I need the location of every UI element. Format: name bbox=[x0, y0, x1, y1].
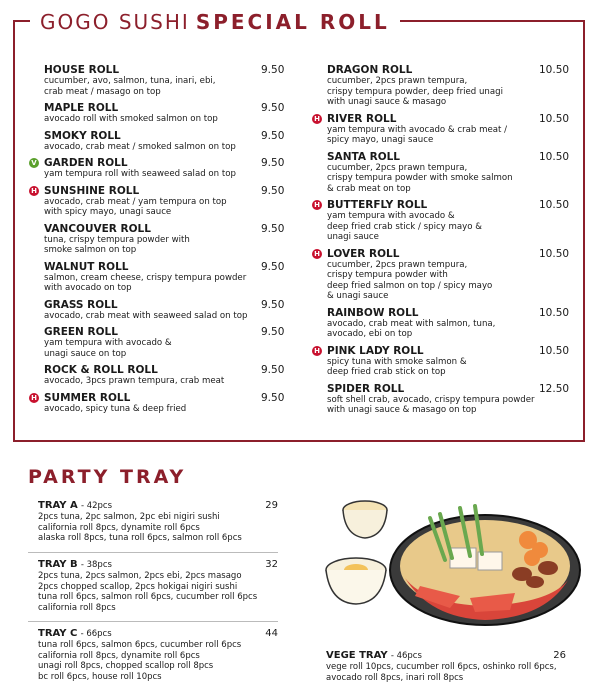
spicy-hot-icon: H bbox=[29, 393, 39, 403]
party-tray-title: PARTY TRAY bbox=[28, 466, 187, 488]
item-description: yam tempura with avocado & crab meat / spicy mayo, unagi sauce bbox=[327, 124, 507, 145]
tray-name: TRAY B bbox=[38, 559, 78, 570]
item-description: cucumber, 2pcs prawn tempura, crispy tempura powder with smoke salmon & crab meat on top bbox=[327, 162, 513, 194]
item-name: RIVER ROLL bbox=[327, 112, 397, 125]
item-description: cucumber, 2pcs prawn tempura, crispy tempura powder, deep fried unagi with unagi sauce & masago bbox=[327, 76, 503, 107]
item-price: 9.50 bbox=[261, 102, 285, 114]
item-price: 9.50 bbox=[261, 298, 285, 311]
tray-price: 26 bbox=[553, 650, 566, 661]
menu-item bbox=[31, 184, 285, 218]
vegetarian-icon: V bbox=[29, 158, 39, 168]
item-name: LOVER ROLL bbox=[327, 247, 400, 260]
item-price: 9.50 bbox=[261, 64, 285, 76]
item-price: 9.50 bbox=[261, 222, 285, 235]
tray-description: vege roll 10pcs, cucumber roll 6pcs, oshinko roll 6pcs, avocado roll 8pcs, inari roll 8pcs bbox=[326, 662, 557, 683]
item-name: MAPLE ROLL bbox=[44, 102, 119, 114]
item-description: soft shell crab, avocado, crispy tempura powder with unagi sauce & masago on top bbox=[327, 394, 535, 415]
item-description: avocado, spicy tuna & deep fried bbox=[44, 403, 187, 414]
menu-item bbox=[31, 391, 285, 415]
menu-item bbox=[44, 299, 284, 322]
item-price: 10.50 bbox=[539, 64, 570, 76]
item-name: HOUSE ROLL bbox=[44, 64, 120, 76]
hot-pot-icon bbox=[390, 506, 580, 625]
tray-price: 29 bbox=[265, 500, 278, 511]
item-description: salmon, cream cheese, crispy tempura powder with avocado on top bbox=[44, 272, 247, 293]
menu-item bbox=[44, 261, 284, 294]
brand-name: GOGO SUSHI bbox=[40, 10, 190, 34]
item-name: GREEN ROLL bbox=[44, 326, 118, 338]
spicy-hot-icon: H bbox=[312, 200, 322, 210]
item-price: 9.50 bbox=[261, 129, 285, 142]
section-title: SPECIAL ROLL bbox=[195, 10, 390, 34]
item-price: 9.50 bbox=[261, 260, 285, 273]
item-name: DRAGON ROLL bbox=[327, 64, 413, 76]
item-price: 9.50 bbox=[261, 184, 285, 197]
divider bbox=[28, 552, 278, 553]
item-description: cucumber, 2pcs prawn tempura, crispy tempura powder with deep fried salmon on top / spicy mayo & unagi sauce bbox=[327, 259, 493, 301]
item-price: 12.50 bbox=[539, 382, 570, 395]
left-menu-column bbox=[31, 64, 285, 419]
item-description: avocado, crab meat / smoked salmon on top bbox=[44, 141, 236, 152]
menu-item bbox=[327, 64, 570, 108]
menu-item bbox=[44, 223, 284, 256]
item-name: GARDEN ROLL bbox=[44, 157, 128, 169]
tray-price: 44 bbox=[265, 628, 278, 639]
item-description: avocado, crab meat with salmon, tuna, avocado, ebi on top bbox=[327, 318, 496, 339]
menu-item bbox=[327, 306, 570, 340]
item-description: avocado, crab meat / yam tempura on top with spicy mayo, unagi sauce bbox=[44, 196, 227, 217]
item-name: GRASS ROLL bbox=[44, 298, 118, 311]
item-description: avocado, crab meat with seaweed salad on top bbox=[44, 310, 248, 321]
right-menu-column bbox=[314, 64, 570, 421]
divider bbox=[28, 621, 278, 622]
tray-description: 2pcs tuna, 2pcs salmon, 2pcs ebi, 2pcs masago 2pcs chopped scallop, 2pcs hokigai nigiri sushi tuna roll 6pcs, salmon roll 6pcs, cucumber roll 6pcs california roll 8pcs bbox=[38, 571, 258, 613]
tray-name: TRAY C bbox=[38, 628, 78, 639]
item-price: 10.50 bbox=[539, 112, 570, 125]
tray-a bbox=[38, 500, 278, 544]
menu-item bbox=[327, 382, 570, 416]
spicy-hot-icon: H bbox=[312, 346, 322, 356]
item-price: 10.50 bbox=[539, 199, 570, 211]
spicy-hot-icon: H bbox=[312, 249, 322, 259]
menu-item bbox=[44, 364, 284, 387]
item-description: avocado roll with smoked salmon on top bbox=[44, 114, 218, 124]
item-name: VANCOUVER ROLL bbox=[44, 222, 151, 235]
tray-pieces: - 66pcs bbox=[80, 629, 112, 639]
menu-item bbox=[314, 112, 570, 146]
tray-pieces: - 38pcs bbox=[80, 560, 112, 570]
menu-item bbox=[31, 157, 285, 180]
tray-description: 2pcs tuna, 2pc salmon, 2pc ebi nigiri sushi california roll 8pcs, dynamite roll 6pcs alaska roll 8pcs, tuna roll 6pcs, salmon roll 6pcs bbox=[38, 512, 242, 543]
vege-tray bbox=[326, 650, 566, 683]
item-name: SUMMER ROLL bbox=[44, 391, 131, 404]
item-price: 9.50 bbox=[261, 157, 285, 169]
item-price: 10.50 bbox=[539, 247, 570, 260]
item-name: SPIDER ROLL bbox=[327, 382, 405, 395]
menu-item bbox=[314, 247, 570, 302]
item-price: 9.50 bbox=[261, 391, 285, 404]
item-name: SUNSHINE ROLL bbox=[44, 184, 140, 197]
item-price: 9.50 bbox=[261, 364, 285, 376]
item-name: SMOKY ROLL bbox=[44, 129, 121, 142]
item-name: RAINBOW ROLL bbox=[327, 306, 419, 319]
item-name: ROCK & ROLL ROLL bbox=[44, 364, 158, 376]
item-description: yam tempura roll with seaweed salad on top bbox=[44, 169, 236, 179]
sushi-tray-illustration bbox=[310, 478, 595, 648]
tray-b bbox=[38, 559, 278, 613]
item-price: 10.50 bbox=[539, 150, 570, 163]
menu-item bbox=[44, 130, 284, 153]
item-price: 10.50 bbox=[539, 306, 570, 319]
spicy-hot-icon: H bbox=[29, 186, 39, 196]
tray-c bbox=[38, 628, 278, 682]
item-description: cucumber, avo, salmon, tuna, inari, ebi, crab meat / masago on top bbox=[44, 76, 216, 97]
item-description: spicy tuna with smoke salmon & deep fried crab stick on top bbox=[327, 356, 467, 377]
tray-description: tuna roll 6pcs, salmon 6pcs, cucumber roll 6pcs california roll 8pcs, dynamite roll 6pcs unagi roll 8pcs, chopped scallop roll 8pcs bc roll 6pcs, house roll 10pcs bbox=[38, 640, 242, 682]
menu-item bbox=[44, 102, 284, 125]
menu-item bbox=[314, 344, 570, 378]
item-name: BUTTERFLY ROLL bbox=[327, 199, 428, 211]
menu-item bbox=[314, 199, 570, 243]
menu-item bbox=[44, 326, 284, 359]
tray-pieces: - 46pcs bbox=[390, 651, 422, 661]
item-name: WALNUT ROLL bbox=[44, 260, 129, 273]
tray-name: VEGE TRAY bbox=[326, 650, 388, 661]
menu-item bbox=[44, 64, 284, 97]
spicy-hot-icon: H bbox=[312, 114, 322, 124]
menu-item bbox=[327, 150, 570, 195]
egg-bowl-icon bbox=[326, 558, 386, 604]
menu-title bbox=[30, 10, 400, 34]
item-description: yam tempura with avocado & unagi sauce on top bbox=[44, 338, 172, 359]
item-description: tuna, crispy tempura powder with smoke salmon on top bbox=[44, 234, 190, 255]
item-name: SANTA ROLL bbox=[327, 150, 400, 163]
tray-price: 32 bbox=[265, 559, 278, 570]
item-name: PINK LADY ROLL bbox=[327, 344, 424, 357]
item-price: 9.50 bbox=[261, 326, 285, 338]
item-description: avocado, 3pcs prawn tempura, crab meat bbox=[44, 376, 225, 386]
tray-name: TRAY A bbox=[38, 500, 78, 511]
item-price: 10.50 bbox=[539, 344, 570, 357]
item-description: yam tempura with avocado & deep fried crab stick / spicy mayo & unagi sauce bbox=[327, 211, 482, 242]
sauce-cup-icon bbox=[343, 501, 387, 538]
tray-pieces: - 42pcs bbox=[80, 501, 113, 511]
